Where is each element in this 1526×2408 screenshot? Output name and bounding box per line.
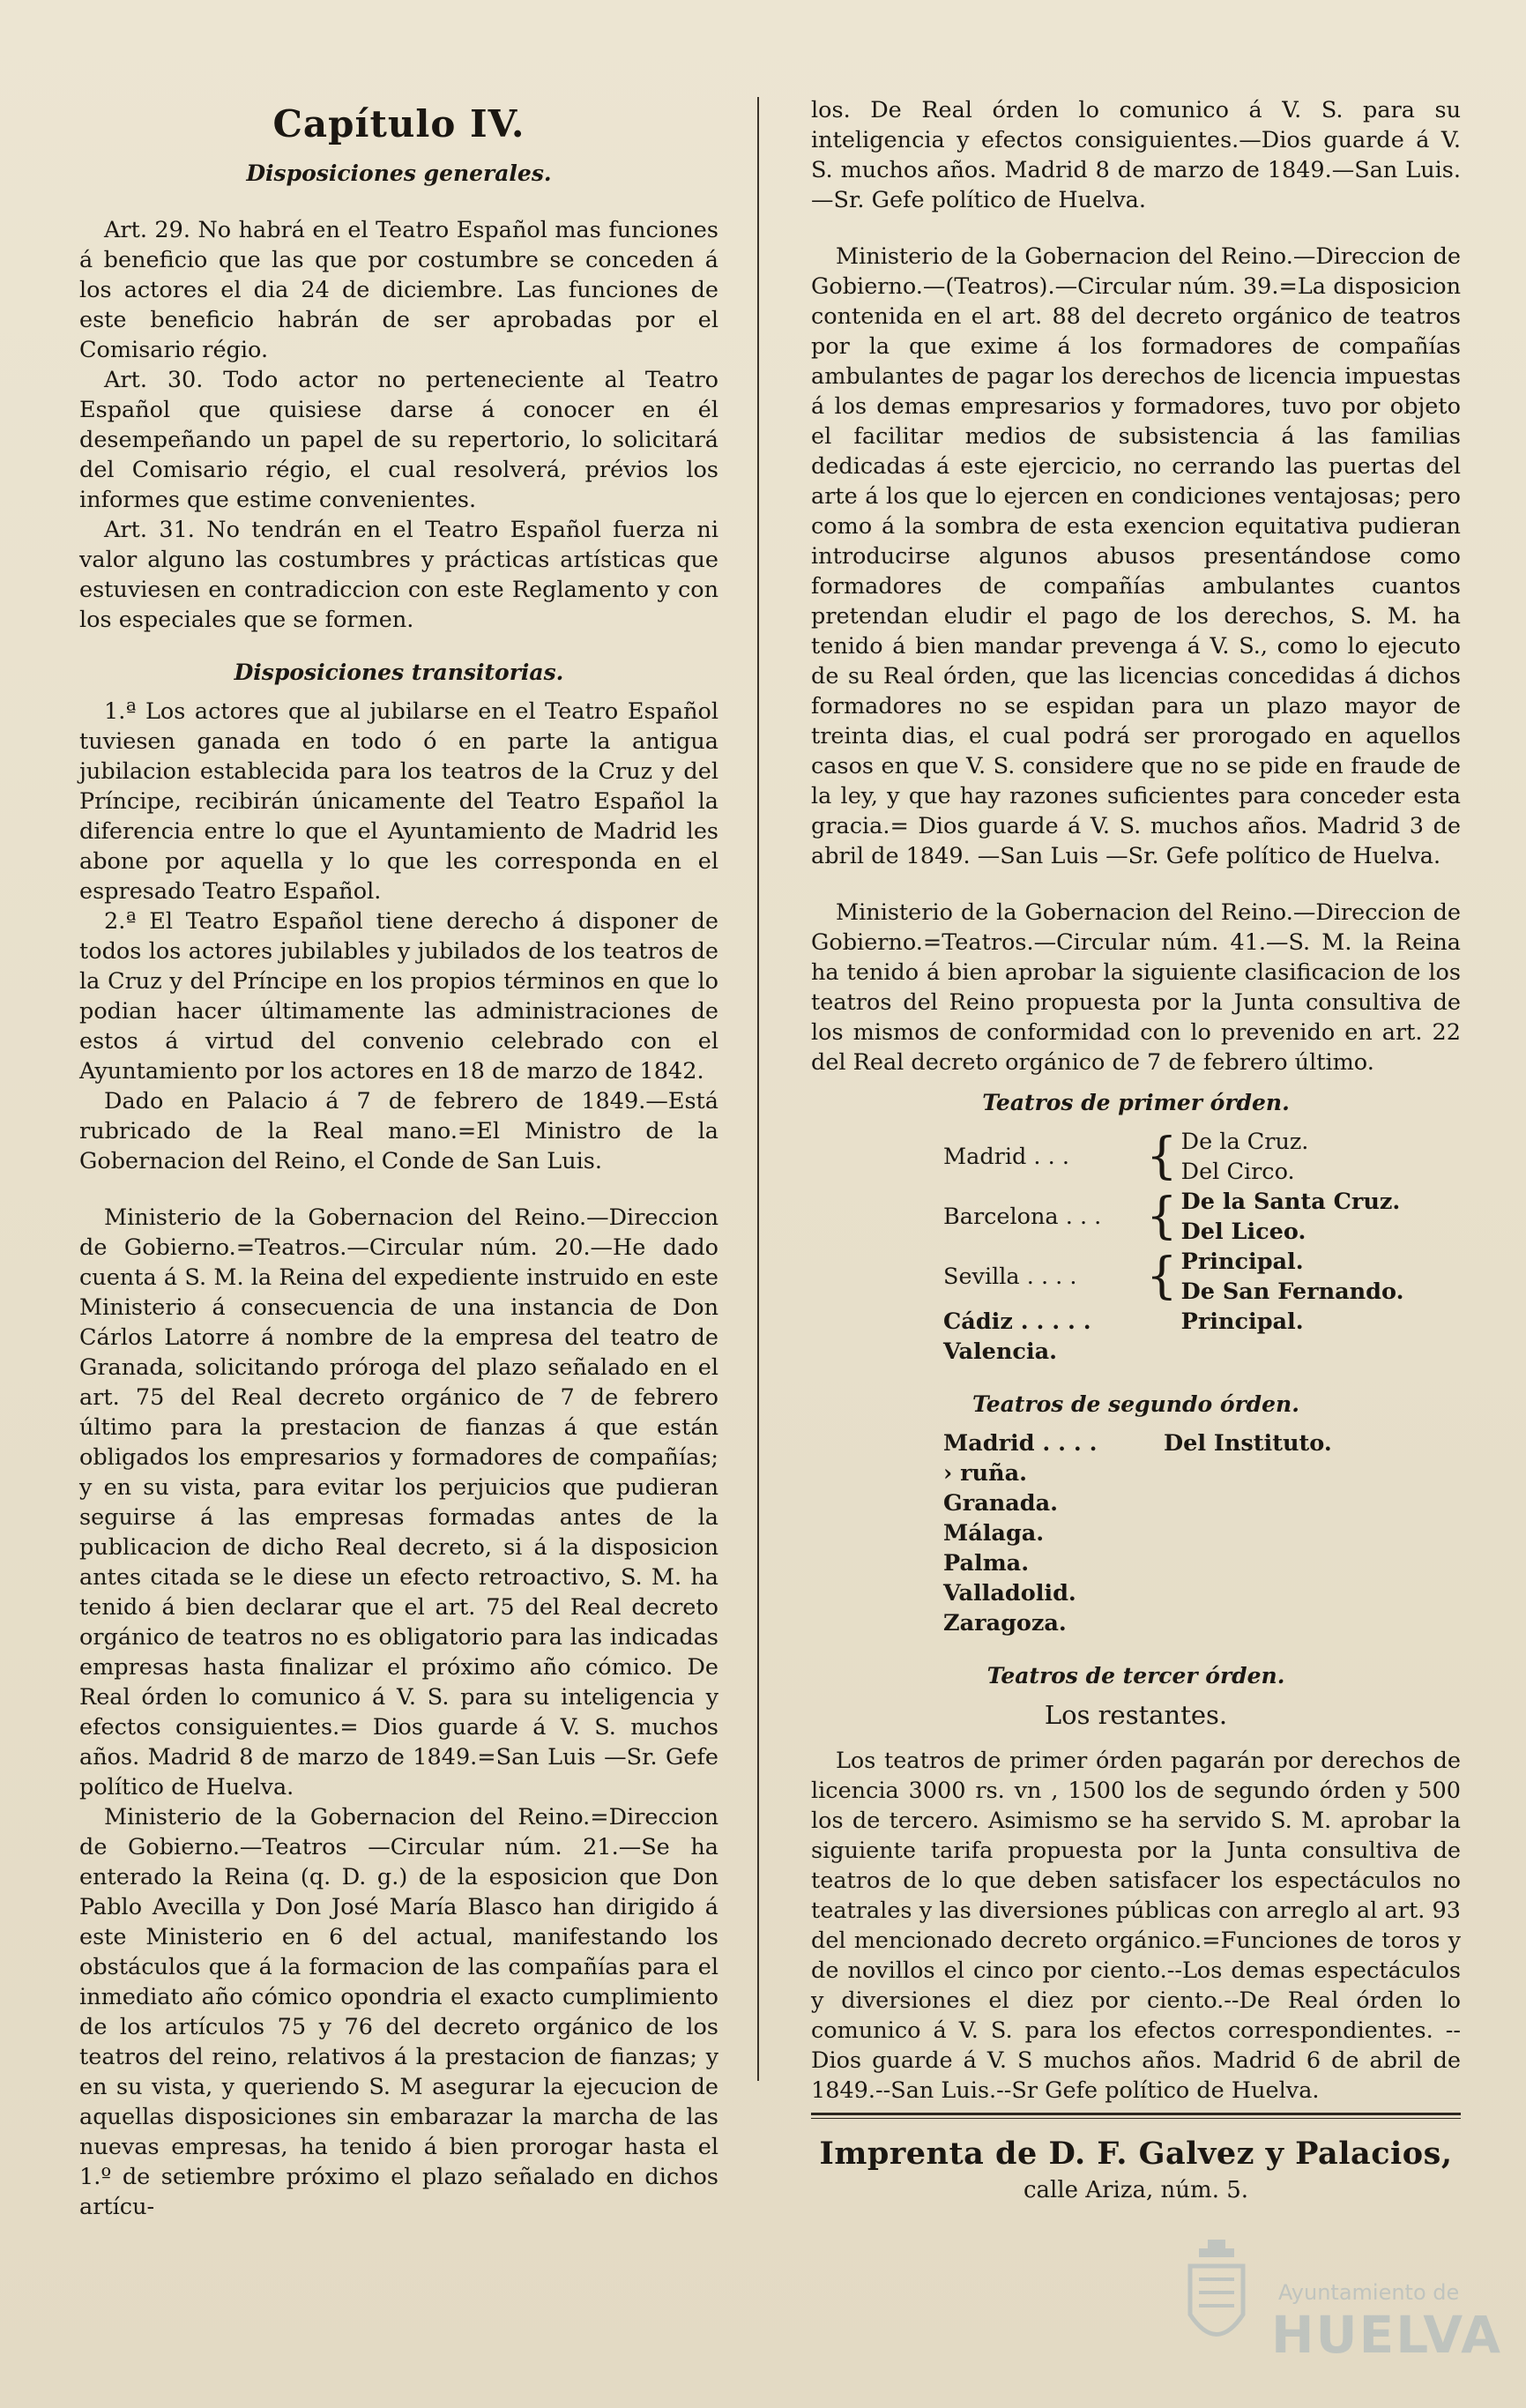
- imprenta-line: Imprenta de D. F. Galvez y Palacios,: [819, 2136, 1453, 2172]
- teatro-principal-cadiz: Principal.: [1180, 1308, 1304, 1335]
- los-restantes: Los restantes.: [1044, 1700, 1228, 1730]
- watermark-line1: Ayuntamiento de: [1278, 2280, 1460, 2305]
- left-column: [79, 88, 718, 2222]
- city-palma: Palma.: [943, 1550, 1030, 1577]
- teatro-de-la-cruz: De la Cruz.: [1180, 1129, 1309, 1155]
- heading-tercer-orden: Teatros de tercer órden.: [986, 1663, 1285, 1689]
- final-paragraph: Los teatros de primer órden pagarán por derechos de licencia 3000 rs. vn , 1500 los de segundo órden y 500 los de tercero. Asimismo se ha servido S. M. aprobar la siguiente tarifa propuesta por la Junta consultiva de teatros de lo que deben satisfacer los espectáculos no teatrales y las diversiones públicas con arreglo al art. 93 del mencionado decreto orgánico.=Funciones de toros y de novillos el cinco por ciento.--Los demas espectáculos y diversiones el diez por ciento.--De Real órden lo comunico á V. S. para los efectos correspondientes. --Dios guarde á V. S muchos años. Madrid 6 de abril de 1849.--San Luis.--Sr Gefe político de Huelva.: [811, 1748, 1461, 2104]
- city-valladolid: Valladolid.: [943, 1580, 1076, 1607]
- teatro-del-liceo: Del Liceo.: [1180, 1219, 1306, 1245]
- city-granada: Granada.: [943, 1490, 1059, 1517]
- circular-41: Ministerio de la Gobernacion del Reino.—Direccion de Gobierno.=Teatros.—Circular núm. 41.—S. M. la Reina ha tenido á bien aprobar la siguiente clasificacion de los teatros del Reino propuesta por la Junta consultiva de los mismos de conformidad con lo prevenido en art. 22 del Real decreto orgánico de 7 de febrero último.: [811, 899, 1461, 1076]
- section-heading-transitorias: Disposiciones transitorias.: [234, 660, 564, 685]
- table-segundo-orden: [943, 1428, 1332, 1638]
- watermark-line2: HUELVA: [1271, 2305, 1503, 2365]
- transitoria-2: 2.ª El Teatro Español tiene derecho á disponer de todos los actores jubilables y jubilados de los teatros de la Cruz y del Príncipe en los propios términos en que lo podian hacer últimamente las administraciones de estos á virtud del convenio celebrado con el Ayuntamiento por los actores en 18 de marzo de 1842.: [79, 908, 718, 1085]
- article-30: Art. 30. Todo actor no perteneciente al Teatro Español que quisiese darse á conocer en él desempeñando un papel de su repertorio, lo solicitará del Comisario régio, el cual resolverá, prévios los informes que estime convenientes.: [79, 367, 718, 513]
- city-madrid: Madrid . . .: [943, 1144, 1069, 1170]
- teatro-principal-sevilla: Principal.: [1180, 1249, 1304, 1275]
- row-sevilla: [943, 1247, 1403, 1307]
- heading-primer-orden: Teatros de primer órden.: [982, 1090, 1290, 1115]
- teatro-santa-cruz: De la Santa Cruz.: [1180, 1189, 1401, 1215]
- city-cadiz: Cádiz . . . . .: [943, 1308, 1091, 1335]
- circular-39: Ministerio de la Gobernacion del Reino.—Direccion de Gobierno.—(Teatros).—Circular núm. 39.=La disposicion contenida en el art. 88 del decreto orgánico de teatros por la que exime á los formadores de compañías ambulantes de pagar los derechos de licencia impuestas á los demas empresarios y formadores, tuvo por objeto el facilitar medios de subsistencia á las familias dedicadas á este ejercicio, no cerrando las puertas del arte á los que lo ejercen en condiciones ventajosas; pero como á la sombra de esta exencion equitativa pudieran introducirse algunos abusos presentándose como formadores de compañías ambulantes cuantos pretendan eludir el pago de los derechos, S. M. ha tenido á bien mandar prevenga á V. S., como lo ejecuto de su Real órden, que las licencias concedidas á dichos formadores no se espidan para un plazo mayor de treinta dias, el cual podrá ser prorogado en aquellos casos en que V. S. considere que no se pide en fraude de la ley, y que hay razones suficientes para conceder esta gracia.= Dios guarde á V. S. muchos años. Madrid 3 de abril de 1849. —San Luis —Sr. Gefe político de Huelva.: [811, 243, 1461, 869]
- row-barcelona: [943, 1187, 1403, 1247]
- table-primer-orden: [943, 1127, 1403, 1367]
- brace-icon: {: [1146, 1128, 1178, 1185]
- ayuntamiento-watermark: [1172, 2231, 1503, 2372]
- article-31: Art. 31. No tendrán en el Teatro Español fuerza ni valor alguno las costumbres y prácticas artísticas que estuviesen en contradiccion con este Reglamento y con los especiales que se formen.: [79, 517, 718, 633]
- row-cadiz: [943, 1307, 1403, 1337]
- right-column: [811, 95, 1461, 2205]
- teatro-san-fernando: De San Fernando.: [1180, 1279, 1404, 1305]
- city-madrid-2: Madrid . . . .: [943, 1430, 1098, 1457]
- transitoria-1: 1.ª Los actores que al jubilarse en el Teatro Español tuviesen ganada en todo ó en parte la antigua jubilacion establecida para los teatros de la Cruz y del Príncipe, recibirán únicamente del Teatro Español la diferencia entre lo que el Ayuntamiento de Madrid les abone por aquella y lo que les corresponda en el espresado Teatro Español.: [79, 698, 718, 905]
- address-line: calle Ariza, núm. 5.: [1023, 2177, 1249, 2203]
- row-valencia: [943, 1337, 1403, 1367]
- teatro-del-instituto: Del Instituto.: [1164, 1430, 1332, 1457]
- brace-icon: {: [1146, 1248, 1178, 1305]
- brace-icon: {: [1146, 1188, 1178, 1245]
- teatro-del-circo: Del Circo.: [1180, 1159, 1295, 1185]
- city-valencia: Valencia.: [943, 1338, 1058, 1365]
- circular-21-continuation: los. De Real órden lo comunico á V. S. para su inteligencia y efectos consiguientes.—Dios guarde á V. S. muchos años. Madrid 8 de marzo de 1849.—San Luis. —Sr. Gefe político de Huelva.: [811, 97, 1461, 213]
- heading-segundo-orden: Teatros de segundo órden.: [972, 1391, 1299, 1417]
- double-rule: [811, 2113, 1461, 2119]
- coat-of-arms-icon: [1172, 2231, 1261, 2363]
- city-zaragoza: Zaragoza.: [943, 1610, 1067, 1636]
- row-madrid: [943, 1127, 1403, 1187]
- section-heading-generales: Disposiciones generales.: [246, 160, 552, 186]
- circular-21: Ministerio de la Gobernacion del Reino.=Direccion de Gobierno.—Teatros —Circular núm. 21.—Se ha enterado la Reina (q. D. g.) de la esposicion que Don Pablo Avecilla y Don José María Blasco han dirigido á este Ministerio en 6 del actual, manifestando los obstáculos que á la formacion de las compañías para el inmediato año cómico opondria el exacto cumplimiento de los artículos 75 y 76 del decreto orgánico de los teatros del reino, relativos á la prestacion de fianzas; y en su vista, y queriendo S. M asegurar la ejecucion de aquellas disposiciones sin embarazar la marcha de las nuevas empresas, ha tenido á bien prorogar hasta el 1.º de setiembre próximo el plazo señalado en dichos artícu-: [79, 1804, 718, 2220]
- dado-en-palacio: Dado en Palacio á 7 de febrero de 1849.—Está rubricado de la Real mano.=El Ministro de la Gobernacion del Reino, el Conde de San Luis.: [79, 1088, 718, 1174]
- chapter-title: Capítulo IV.: [272, 102, 525, 145]
- circular-20: Ministerio de la Gobernacion del Reino.—Direccion de Gobierno.=Teatros.—Circular núm. 20.—He dado cuenta á S. M. la Reina del expediente instruido en este Ministerio á consecuencia de una instancia de Don Cárlos Latorre á nombre de la empresa del teatro de Granada, solicitando próroga del plazo señalado en el art. 75 del Real decreto orgánico de 7 de febrero último para la prestacion de fianzas á que están obligados los empresarios y formadores de compañías; y en su vista, para evitar los perjuicios que pudieran seguirse á las empresas formadas antes de la publicacion de dicho Real decreto, si á la disposicion antes citada se le diese un efecto retroactivo, S. M. ha tenido á bien declarar que el art. 75 del Real decreto orgánico de teatros no es obligatorio para las indicadas empresas hasta finalizar el próximo año cómico. De Real órden lo comunico á V. S. para su inteligencia y efectos consiguientes.= Dios guarde á V. S. muchos años. Madrid 8 de marzo de 1849.=San Luis —Sr. Gefe político de Huelva.: [79, 1204, 718, 1800]
- city-barcelona: Barcelona . . .: [943, 1204, 1102, 1230]
- city-malaga: Málaga.: [943, 1520, 1045, 1547]
- column-divider: [757, 97, 759, 2081]
- city-sevilla: Sevilla . . . .: [943, 1264, 1077, 1290]
- city-coruna: › ruña.: [943, 1460, 1027, 1487]
- article-29: Art. 29. No habrá en el Teatro Español mas funciones á beneficio que las que por costumbre se conceden á los actores el dia 24 de diciembre. Las funciones de este beneficio habrán de ser aprobadas por el Comisario régio.: [79, 217, 718, 363]
